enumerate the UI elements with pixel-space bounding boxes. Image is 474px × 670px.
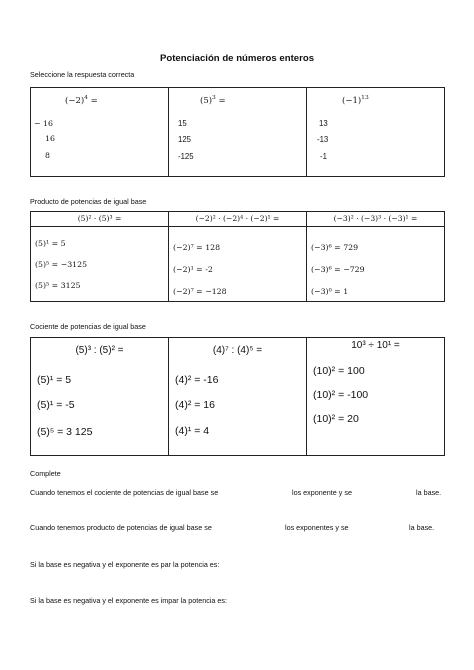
option[interactable]: (5)¹ = 5 <box>37 374 72 386</box>
page-title: Potenciación de números enteros <box>159 53 315 64</box>
option[interactable]: (−3)⁰ = 1 <box>311 287 349 296</box>
option[interactable]: (5)⁵ = 3125 <box>35 281 81 290</box>
option[interactable]: -125 <box>178 152 194 161</box>
product-column-1 <box>31 212 168 301</box>
select-table <box>30 87 445 177</box>
option[interactable]: 16 <box>45 134 55 143</box>
option[interactable]: (10)² = 100 <box>313 365 365 377</box>
select-column-2 <box>168 88 306 176</box>
expression: $(-2)^4$ = <box>65 94 98 106</box>
product-column-3 <box>306 212 444 301</box>
option[interactable]: (4)¹ = 4 <box>175 425 210 437</box>
quotient-column-1 <box>31 338 168 455</box>
section-2-label: Producto de potencias de igual base <box>30 197 147 206</box>
expression: (−2)² · (−2)⁴ · (−2)¹ = <box>169 212 306 227</box>
option[interactable]: (−2)¹ = -2 <box>173 265 213 274</box>
option[interactable]: (5)¹ = 5 <box>35 239 66 248</box>
option[interactable]: (5)⁵ = 3 125 <box>37 426 93 438</box>
option[interactable]: 125 <box>178 135 192 144</box>
option[interactable]: (10)² = 20 <box>313 413 359 425</box>
select-column-1 <box>31 88 168 176</box>
option[interactable]: -13 <box>317 135 329 144</box>
section-1-label: Seleccione la respuesta correcta <box>30 70 135 79</box>
select-column-3 <box>306 88 444 176</box>
product-column-2 <box>168 212 306 301</box>
product-table <box>30 211 445 302</box>
option[interactable]: (−2)⁷ = 128 <box>173 243 221 252</box>
sentence-1-end: la base. <box>416 488 442 497</box>
option[interactable]: (−2)⁷ = −128 <box>173 287 227 296</box>
option[interactable]: (−3)⁶ = −729 <box>311 265 365 274</box>
option[interactable]: 15 <box>178 119 187 128</box>
quotient-column-3 <box>306 338 444 455</box>
option[interactable]: 13 <box>319 119 328 128</box>
option[interactable]: (5)⁵ = −3125 <box>35 260 88 269</box>
sentence-2-start: Cuando tenemos producto de potencias de igual base se <box>30 523 212 532</box>
sentence-2-middle: los exponentes y se <box>285 523 349 532</box>
expression: 10³ ÷ 10¹ = <box>351 340 400 351</box>
option[interactable]: (−3)⁶ = 729 <box>311 243 359 252</box>
option[interactable]: − 16 <box>34 119 53 128</box>
sentence-4: Si la base es negativa y el exponente es impar la potencia es: <box>30 596 227 605</box>
sentence-3: Si la base es negativa y el exponente es par la potencia es: <box>30 560 220 569</box>
section-3-label: Cociente de potencias de igual base <box>30 322 146 331</box>
section-4-label: Complete <box>30 469 61 478</box>
expression: (−3)² · (−3)³ · (−3)¹ = <box>307 212 444 227</box>
expression: (5)² · (5)³ = <box>31 212 168 227</box>
option[interactable]: 8 <box>45 151 50 160</box>
option[interactable]: -1 <box>320 152 327 161</box>
option[interactable]: (5)¹ = -5 <box>37 399 75 411</box>
quotient-column-2 <box>168 338 306 455</box>
sentence-1-start: Cuando tenemos el cociente de potencias de igual base se <box>30 488 219 497</box>
expression: $(5)^3$ = <box>200 94 226 106</box>
expression: (4)⁷ : (4)⁵ = <box>212 345 263 356</box>
sentence-2-end: la base. <box>409 523 435 532</box>
quotient-table <box>30 337 445 456</box>
option[interactable]: (4)² = 16 <box>175 399 215 411</box>
sentence-1-middle: los exponente y se <box>292 488 352 497</box>
option[interactable]: (10)² = -100 <box>313 389 369 401</box>
expression: $(-1)^{13}$ <box>342 94 369 106</box>
option[interactable]: (4)² = -16 <box>175 374 219 386</box>
expression: (5)³ : (5)² = <box>75 345 124 356</box>
